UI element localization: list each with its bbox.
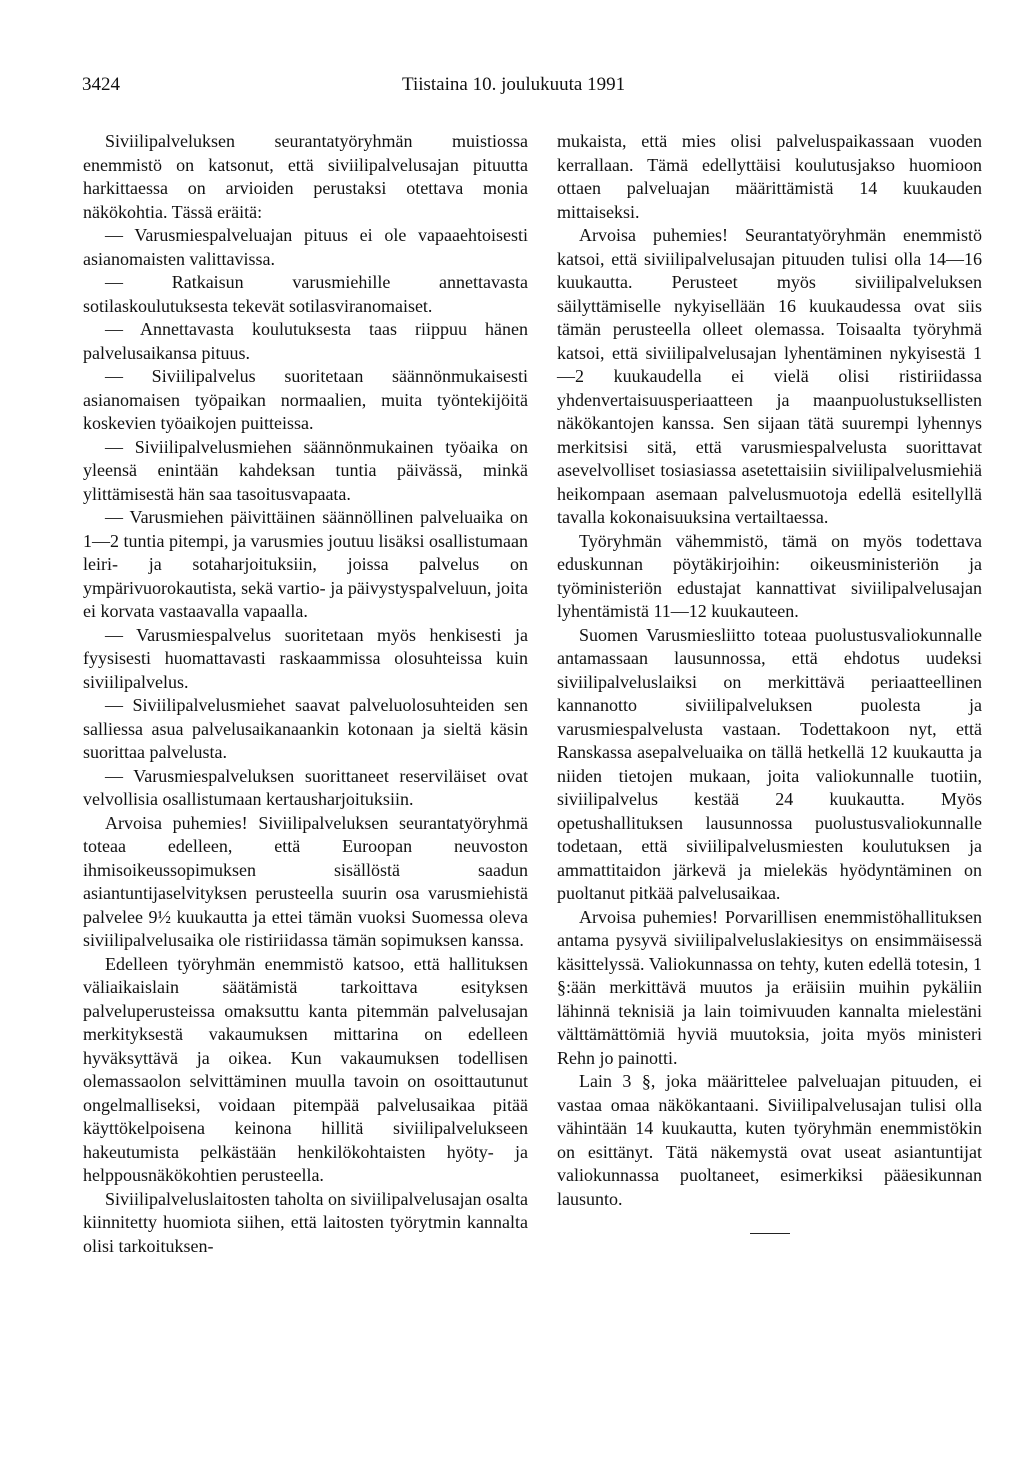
- paragraph: Siviilipalveluslaitosten taholta on siviilipalvelusajan osalta kiinnitetty huomiota siihen, että laitosten työrytmin kannalta olisi tarkoituksen-: [83, 1188, 528, 1256]
- dash-item: — Varusmiespalvelus suoritetaan myös henkisesti ja fyysisesti huomattavasti raskaammissa olosuhteissa kuin siviilipalvelus.: [83, 624, 528, 692]
- paragraph: Työryhmän vähemmistö, tämä on myös todettava eduskunnan pöytäkirjoihin: oikeusministeriön ja työministeriön edustajat kannattivat siviilipalvelusajan lyhentämistä 11—12 kuukauteen.: [557, 530, 982, 621]
- dash-item: — Siviilipalvelusmiehet saavat palveluolosuhteiden sen salliessa asua palvelusaikanaankin kotonaan ja sieltä käsin suorittaa palvelusta.: [83, 695, 528, 762]
- paragraph: Lain 3 §, joka määrittelee palveluajan pituuden, ei vastaa omaa näkökantaani. Siviilipalvelusajan tulisi olla vähintään 14 kuukautta, kuten työryhmän enemmistökin on esittänyt. Tätä näkemystä ovat useat asiantuntijat valiokunnassa puoltaneet, esimerkiksi pääesikunnan lausunto.: [557, 1071, 982, 1209]
- page-header: [82, 74, 952, 104]
- end-divider: [750, 1233, 790, 1234]
- paragraph: Siviilipalveluksen seurantatyöryhmän muistiossa enemmistö on katsonut, että siviilipalvelusajan pituutta harkittaessa on arvioiden perustaksi otettava monia näkökohtia. Tässä eräitä:: [83, 131, 528, 222]
- right-column: [557, 130, 982, 1234]
- running-head: Tiistaina 10. joulukuuta 1991: [402, 74, 626, 95]
- dash-item: — Siviilipalvelusmiehen säännönmukainen työaika on yleensä enintään kahdeksan tuntia päivässä, minkä ylittämisestä hän saa tasoitusvapaata.: [83, 436, 528, 504]
- dash-item: — Varusmiespalveluksen suorittaneet reserviläiset ovat velvollisia osallistumaan kertausharjoituksiin.: [83, 765, 528, 809]
- paragraph: Arvoisa puhemies! Porvarillisen enemmistöhallituksen antama pysyvä siviilipalveluslakiesitys on ensimmäisessä käsittelyssä. Valiokunnassa on tehty, kuten edellä totesin, 1 §:ään merkittävä muutos ja eräisiin muihin pykäliin lähinnä teknisiä ja lain toimivuuden kannalta mielestäni välttämättömiä hyviä muutoksia, joita myös ministeri Rehn jo painotti.: [557, 906, 982, 1068]
- dash-item: — Varusmiehen päivittäinen säännöllinen palveluaika on 1—2 tuntia pitempi, ja varusmies joutuu lisäksi osallistumaan leiri- ja sotaharjoituksiin, joissa palvelus on ympärivuorokautista, sekä vartio- ja päivystyspalveluun, joita ei korvata vastaavalla vapaalla.: [83, 507, 528, 621]
- left-column: [83, 130, 528, 1258]
- paragraph: Suomen Varusmiesliitto toteaa puolustusvaliokunnalle antamassaan lausunnossa, että ehdotus uudeksi siviilipalveluslaiksi on merkittävä periaatteellinen kannanotto siviilipalveluksen puolesta ja varusmiespalvelusta vastaan. Todettakoon nyt, että Ranskassa asepalveluaika on tällä hetkellä 12 kuukautta ja niiden tietojen mukaan, joita valiokunnalle tuotiin, siviilipalvelus kestää 24 kuukautta. Myös opetushallituksen lausunnossa puolustusvaliokunnalle todetaan, että siviilipalvelusmiesten koulutuksen ja ammattitaidon järkevä ja mielekäs hyödyntäminen on puoltanut pitkää palvelusaikaa.: [557, 624, 982, 903]
- paragraph: Arvoisa puhemies! Siviilipalveluksen seurantatyöryhmä toteaa edelleen, että Euroopan neuvoston ihmisoikeussopimuksen sisällöstä saadun asiantuntijaselvityksen perusteella suurin osa varusmiehistä palvelee 9½ kuukautta ja ettei tämän vuoksi Suomessa oleva siviilipalvelusaika ole ristiriidassa tämän sopimuksen kanssa.: [83, 812, 528, 950]
- paragraph: Edelleen työryhmän enemmistö katsoo, että hallituksen väliaikaislain säätämistä tarkoittava esityksen palveluperusteissa omaksuttu kanta pitemmän palvelusajan merkityksestä vakaumuksen mittarina on edelleen hyväksyttävä ja oikea. Kun vakaumuksen todellisen olemassaolon selvittäminen muulla tavoin on osoittautunut ongelmalliseksi, voidaan pitempää palvelusaikaa pitää käyttökelpoisena keinona hillitä siviilipalvelukseen hakeutumista pelkästään henkilökohtaisten hyöty- ja helppousnäkökohtien perusteella.: [83, 953, 528, 1185]
- dash-item: — Ratkaisun varusmiehille annettavasta sotilaskoulutuksesta tekevät sotilasviranomaiset.: [83, 272, 528, 316]
- page-number: 3424: [82, 74, 120, 95]
- dash-item: — Annettavasta koulutuksesta taas riippuu hänen palvelusaikansa pituus.: [83, 319, 528, 363]
- paragraph: Arvoisa puhemies! Seurantatyöryhmän enemmistö katsoi, että siviilipalvelusajan pituuden tulisi olla 14—16 kuukautta. Perusteet myös siviilipalveluksen säilyttämiselle nykyisellään 16 kuukaudessa ovat siis tämän perusteella olleet olemassa. Toisaalta työryhmä katsoi, että siviilipalvelusajan lyhentäminen nykyisestä 1—2 kuukaudella ei vielä olisi ristiriidassa yhdenvertaisuusperiaatteen ja maanpuolustuksellisten näkökantojen kanssa. Sen sijaan tätä suurempi lyhennys merkitsisi sitä, että varusmiespalvelusta suorittavat asevelvolliset tosiasiassa asetettaisiin siviilipalvelusmiehiä heikompaan asemaan palvelusmuotoja edellä esitellyllä tavalla kokonaisuuksina vertailtaessa.: [557, 225, 982, 527]
- dash-item: — Varusmiespalveluajan pituus ei ole vapaaehtoisesti asianomaisten valittavissa.: [83, 225, 528, 269]
- dash-item: — Siviilipalvelus suoritetaan säännönmukaisesti asianomaisen työpaikan normaalien, muita työntekijöitä koskevien työaikojen puitteissa.: [83, 366, 528, 433]
- paragraph-continuation: mukaista, että mies olisi palveluspaikassaan vuoden kerrallaan. Tämä edellyttäisi koulutusjakso huomioon ottaen palveluajan määrittämistä 14 kuukauden mittaiseksi.: [557, 131, 982, 222]
